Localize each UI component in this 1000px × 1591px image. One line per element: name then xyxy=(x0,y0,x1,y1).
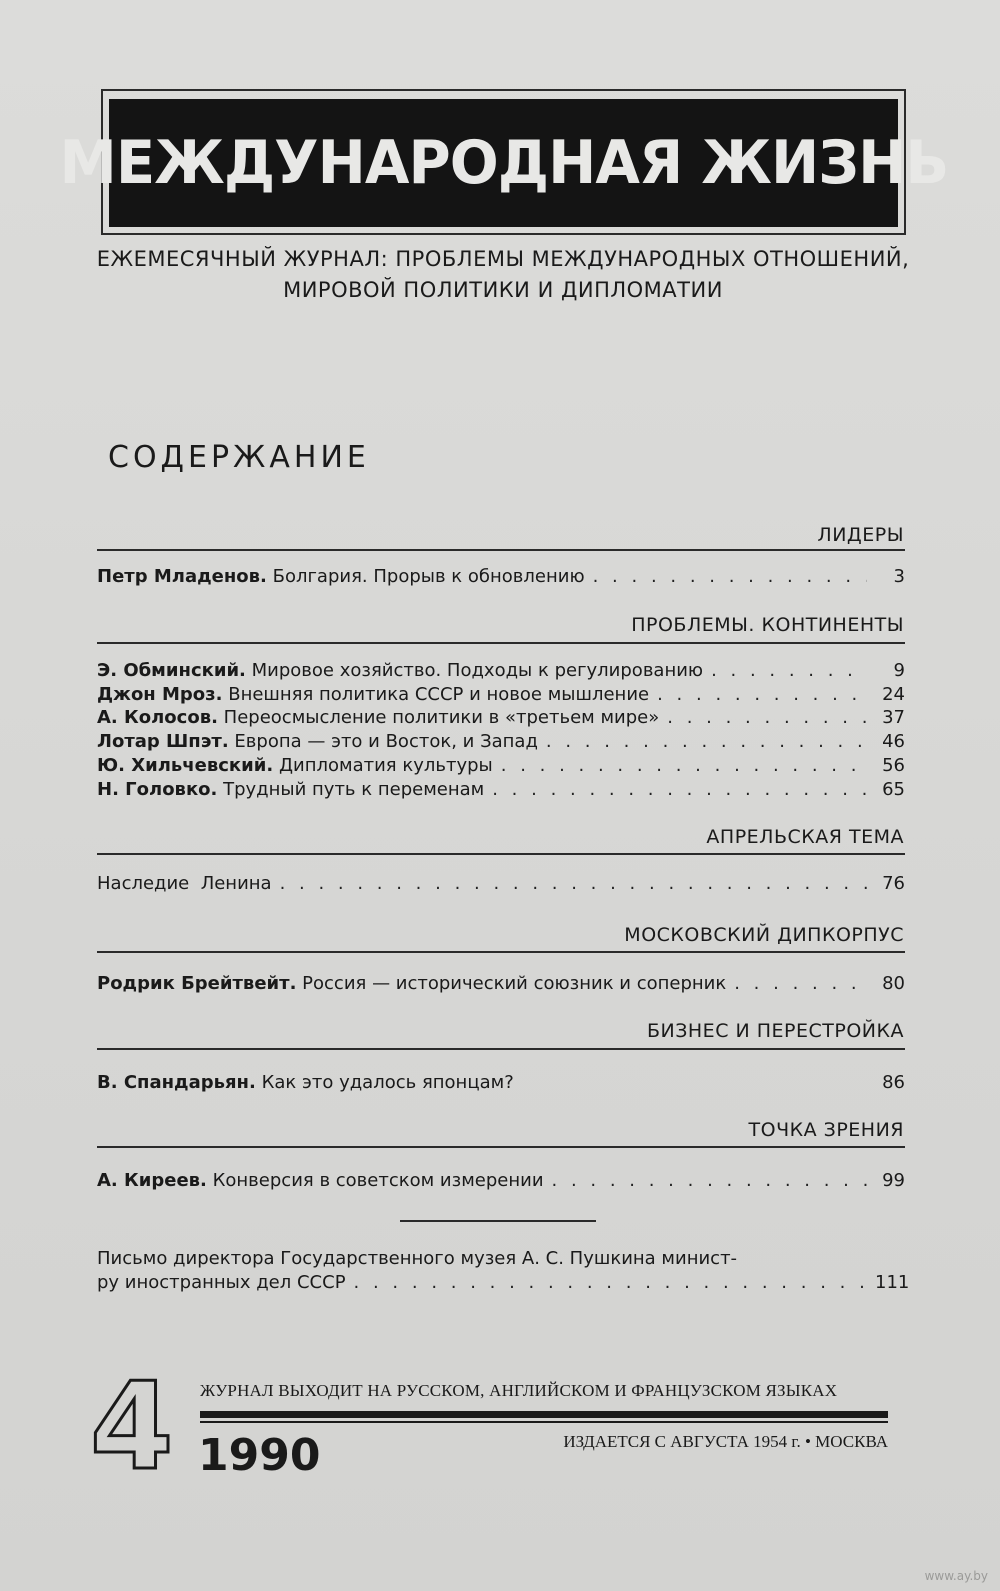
entry-title: Болгария. Прорыв к обновлению xyxy=(272,566,585,587)
contents-title: СОДЕРЖАНИЕ xyxy=(108,440,370,475)
entry-title: Переосмысление политики в «третьем мире» xyxy=(223,707,660,728)
entry-author: В. Спандарьян. xyxy=(97,1072,256,1093)
leader-dots xyxy=(657,684,867,705)
entry-author: Н. Головко. xyxy=(97,779,218,800)
toc-entry[interactable] xyxy=(97,684,905,705)
issue-number: 4 xyxy=(90,1358,174,1497)
entry-author: А. Колосов. xyxy=(97,707,218,728)
watermark: www.ay.by xyxy=(924,1569,988,1583)
entry-title: Внешняя политика СССР и новое мышление xyxy=(228,684,650,705)
entry-author: Лотар Шпэт. xyxy=(97,731,229,752)
letter-line1: Письмо директора Государственного музея А. С. Пушкина минист- xyxy=(97,1248,738,1269)
section-heading: БИЗНЕС И ПЕРЕСТРОЙКА xyxy=(646,1020,904,1042)
entry-page: 80 xyxy=(882,973,905,994)
entry-page: 86 xyxy=(882,1072,905,1093)
entry-author: А. Киреев. xyxy=(97,1170,207,1191)
entry-title: Конверсия в советском измерении xyxy=(212,1170,544,1191)
section-rule xyxy=(97,1048,905,1050)
toc-entry[interactable] xyxy=(97,1072,905,1093)
leader-dots xyxy=(711,660,867,681)
toc-entry[interactable] xyxy=(97,731,905,752)
entry-page: 65 xyxy=(882,779,905,800)
entry-page: 111 xyxy=(875,1272,910,1293)
section-heading: АПРЕЛЬСКАЯ ТЕМА xyxy=(706,826,904,848)
entry-author: Э. Обминский. xyxy=(97,660,246,681)
toc-entry[interactable] xyxy=(97,973,905,994)
entry-page: 56 xyxy=(882,755,905,776)
leader-dots xyxy=(734,973,867,994)
issue-year: 1990 xyxy=(198,1430,321,1481)
entry-page: 76 xyxy=(882,873,905,894)
journal-subtitle-line2: МИРОВОЙ ПОЛИТИКИ И ДИПЛОМАТИИ xyxy=(283,278,723,302)
toc-entry[interactable] xyxy=(97,1170,905,1191)
entry-title: Мировое хозяйство. Подходы к регулированию xyxy=(251,660,704,681)
leader-dots xyxy=(280,873,867,894)
toc-entry[interactable] xyxy=(97,755,905,776)
toc-entry[interactable] xyxy=(97,566,905,587)
entry-title: Трудный путь к переменам xyxy=(223,779,485,800)
footer-bar xyxy=(200,1411,888,1418)
entry-page: 24 xyxy=(882,684,905,705)
journal-title: МЕЖДУНАРОДНАЯ ЖИЗНЬ xyxy=(59,128,948,198)
entry-title: Как это удалось японцам? xyxy=(261,1072,514,1093)
entry-author: Джон Мроз. xyxy=(97,684,223,705)
toc-entry[interactable] xyxy=(97,873,905,894)
section-heading: ТОЧКА ЗРЕНИЯ xyxy=(748,1119,904,1141)
entry-page: 3 xyxy=(893,566,905,587)
entry-page: 99 xyxy=(882,1170,905,1191)
toc-entry-letter[interactable] xyxy=(97,1247,910,1295)
leader-dots xyxy=(593,566,867,587)
section-heading: ЛИДЕРЫ xyxy=(817,524,904,546)
journal-subtitle-line1: ЕЖЕМЕСЯЧНЫЙ ЖУРНАЛ: ПРОБЛЕМЫ МЕЖДУНАРОДНЫХ ОТНОШЕНИЙ, xyxy=(96,247,910,271)
entry-author: Петр Младенов. xyxy=(97,566,267,587)
section-rule xyxy=(97,642,905,644)
section-heading: МОСКОВСКИЙ ДИПКОРПУС xyxy=(624,924,904,946)
section-rule xyxy=(97,951,905,953)
section-rule xyxy=(97,1146,905,1148)
letter-line2: ру иностранных дел СССР xyxy=(97,1272,346,1293)
leader-dots xyxy=(492,779,867,800)
masthead xyxy=(59,99,948,227)
toc-entry[interactable] xyxy=(97,779,905,800)
entry-author: Родрик Брейтвейт. xyxy=(97,973,297,994)
entry-page: 37 xyxy=(882,707,905,728)
entry-page: 46 xyxy=(882,731,905,752)
footer-thin-bar xyxy=(200,1421,888,1423)
section-heading: ПРОБЛЕМЫ. КОНТИНЕНТЫ xyxy=(631,614,904,636)
entry-title: Россия — исторический союзник и соперник xyxy=(302,973,727,994)
entry-title: Европа — это и Восток, и Запад xyxy=(234,731,538,752)
leader-dots xyxy=(501,755,867,776)
languages-note: ЖУРНАЛ ВЫХОДИТ НА РУССКОМ, АНГЛИЙСКОМ И ФРАНЦУЗСКОМ ЯЗЫКАХ xyxy=(200,1381,838,1400)
toc-entry[interactable] xyxy=(97,660,905,681)
toc-entry[interactable] xyxy=(97,707,905,728)
separator-rule xyxy=(400,1220,596,1222)
section-rule xyxy=(97,853,905,855)
entry-page: 9 xyxy=(893,660,905,681)
leader-dots xyxy=(546,731,867,752)
entry-title: Наследие Ленина xyxy=(97,873,272,894)
leader-dots xyxy=(552,1170,867,1191)
entry-author: Ю. Хильчевский. xyxy=(97,755,274,776)
publication-since: ИЗДАЕТСЯ С АВГУСТА 1954 г. • МОСКВА xyxy=(563,1432,888,1451)
entry-title: Дипломатия культуры xyxy=(278,755,493,776)
leader-dots xyxy=(667,707,867,728)
section-rule xyxy=(97,549,905,551)
leader-dots xyxy=(354,1271,867,1295)
letter-line2-row xyxy=(97,1271,910,1295)
